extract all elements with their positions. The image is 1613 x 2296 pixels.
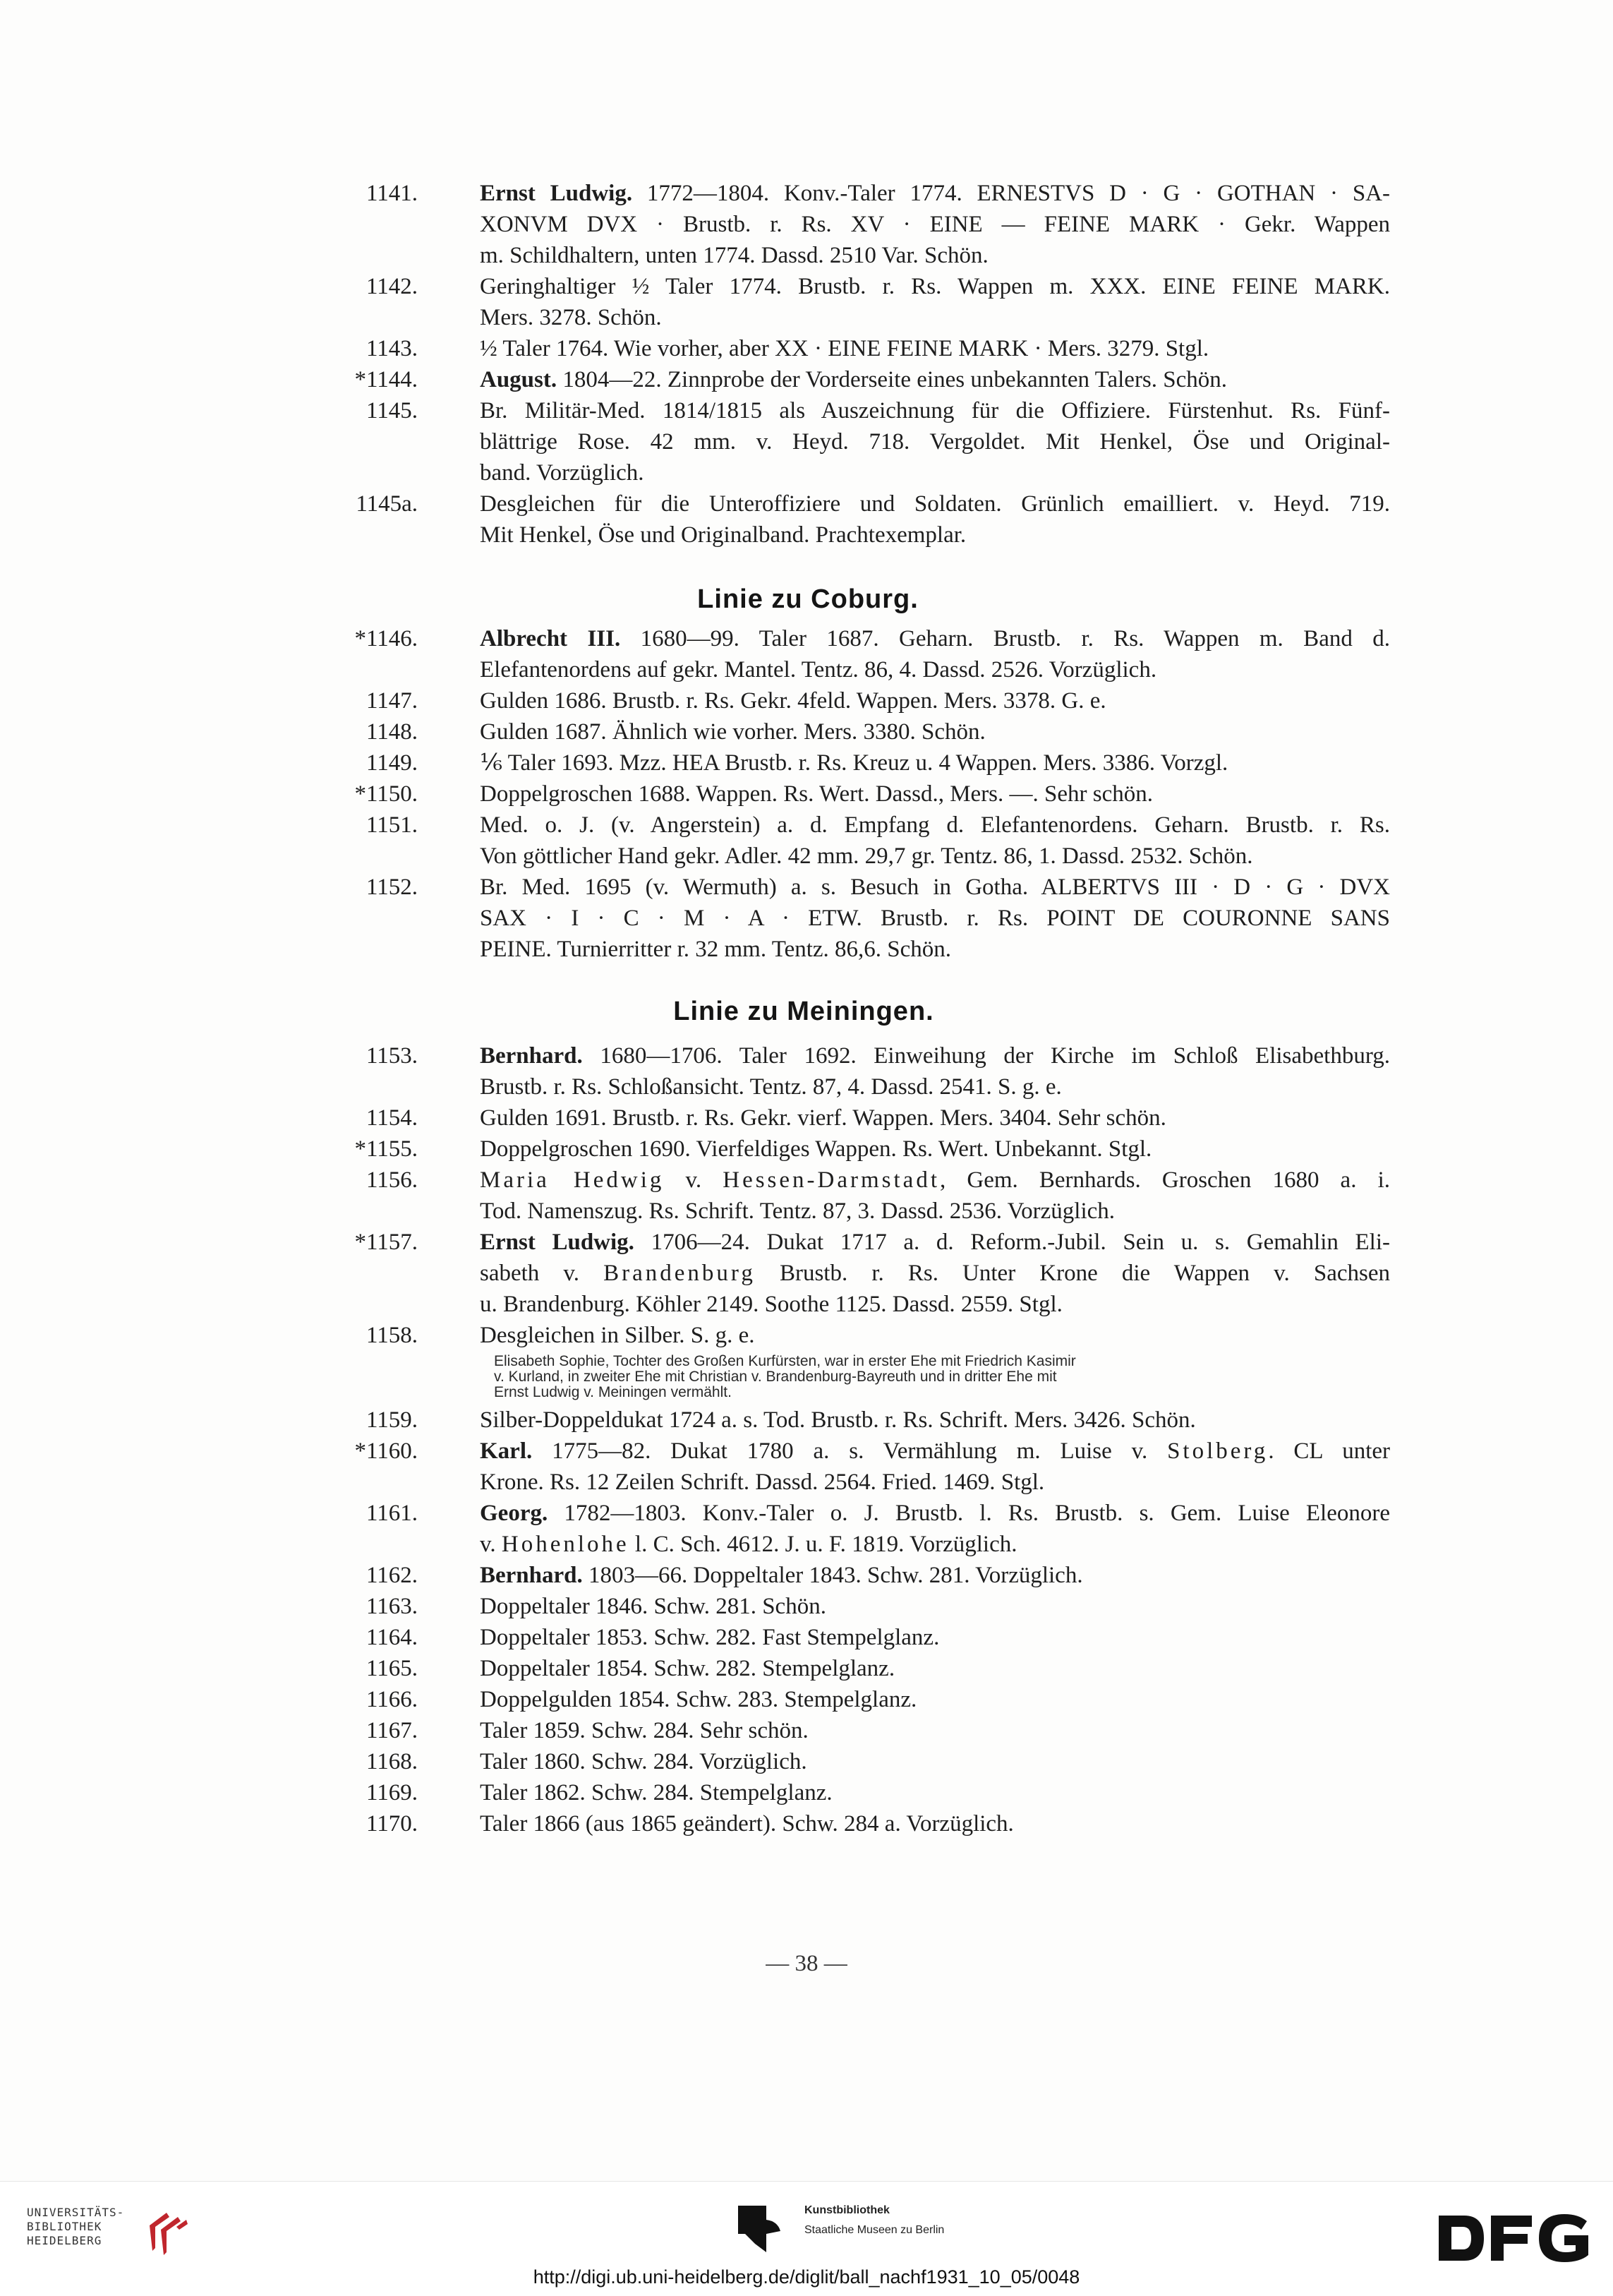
entry-number: 1165. [366, 1656, 418, 1681]
entry-line [480, 1560, 1390, 1591]
entry-text: 1775—82. Dukat 1780 a. s. Vermählung m. Luise v. [532, 1438, 1168, 1464]
entry-line [480, 779, 1390, 810]
entry-spaced-name: Stolberg [1167, 1438, 1269, 1464]
entry-text: , Gem. Bernhards. Groschen 1680 a. i. [940, 1167, 1390, 1193]
entry-line [480, 1436, 1390, 1467]
entry-text: Silber-Doppeldukat 1724 a. s. Tod. Brustb. r. Rs. Schrift. Mers. 3426. Schön. [480, 1407, 1196, 1433]
entry-number: 1147. [366, 688, 418, 714]
entry-text: 1804—22. Zinnprobe der Vorderseite eines unbekannten Talers. Schön. [557, 367, 1228, 392]
entry-spaced-name: Hessen-Darmstadt [723, 1167, 940, 1193]
entry-line [480, 841, 1390, 872]
entry-line [480, 654, 1390, 685]
entry-text: . CL unter [1268, 1438, 1390, 1464]
catalog-entry [325, 1746, 1390, 1777]
entry-line [480, 488, 1390, 519]
entry-line [480, 426, 1390, 457]
smb-eagle-icon [738, 2206, 790, 2252]
entry-number: 1158. [366, 1323, 418, 1348]
entry-text: 1772—1804. Konv.-Taler 1774. ERNESTVS D · G · GOTHAN · SA- [632, 181, 1390, 206]
entry-number: 1164. [366, 1625, 418, 1650]
entry-text: v. [664, 1167, 723, 1193]
catalog-entry [325, 395, 1390, 488]
heading-linie-coburg: Linie zu Coburg. [697, 584, 919, 614]
entry-line [480, 1498, 1390, 1529]
entry-text: Doppelgroschen 1690. Vierfeldiges Wappen. Rs. Wert. Unbekannt. Stgl. [480, 1136, 1152, 1162]
entry-line [480, 178, 1390, 209]
catalog-entry [325, 1715, 1390, 1746]
entry-text: XONVM DVX · Brustb. r. Rs. XV · EINE — FEINE MARK · Gekr. Wappen [480, 212, 1390, 237]
entry-number: 1145. [366, 398, 418, 423]
section-meiningen-entries [325, 1040, 1390, 1839]
entry-text: ⅙ Taler 1693. Mzz. HEA Brustb. r. Rs. Kreuz u. 4 Wappen. Mers. 3386. Vorzgl. [480, 750, 1228, 776]
catalog-entry [325, 1227, 1390, 1320]
catalog-entry [325, 1134, 1390, 1165]
footnote-line: Ernst Ludwig v. Meiningen vermählt. [494, 1384, 732, 1400]
catalog-entry [325, 1653, 1390, 1684]
entry-number: 1163. [366, 1594, 418, 1619]
entry-text: Gulden 1686. Brustb. r. Rs. Gekr. 4feld. Wappen. Mers. 3378. G. e. [480, 688, 1106, 714]
catalog-entry [325, 1102, 1390, 1134]
entry-line [480, 1134, 1390, 1165]
entry-line [480, 1258, 1390, 1289]
entry-text: 1680—99. Taler 1687. Geharn. Brustb. r. Rs. Wappen m. Band d. [620, 626, 1390, 651]
entry-text: Taler 1862. Schw. 284. Stempelglanz. [480, 1780, 833, 1805]
entry-number: 1167. [366, 1718, 418, 1743]
entry-text: l. C. Sch. 4612. J. u. F. 1819. Vorzüglich. [629, 1532, 1017, 1557]
entry-line [480, 519, 1390, 551]
entry-text: Doppeltaler 1853. Schw. 282. Fast Stempelglanz. [480, 1625, 940, 1650]
entry-text: SAX · I · C · M · A · ETW. Brustb. r. Rs. POINT DE COURONNE SANS [480, 906, 1390, 931]
entry-line [480, 903, 1390, 934]
entry-line [480, 1715, 1390, 1746]
entry-text: Taler 1859. Schw. 284. Sehr schön. [480, 1718, 809, 1743]
entry-number: 1162. [366, 1563, 418, 1588]
catalog-entry [325, 488, 1390, 551]
entry-line [480, 395, 1390, 426]
entry-number: *1160. [354, 1438, 418, 1464]
entry-number: 1153. [366, 1043, 418, 1069]
catalog-entry [325, 1320, 1390, 1400]
catalog-entry [325, 747, 1390, 779]
entry-text: Mers. 3278. Schön. [480, 305, 662, 330]
entry-number: *1155. [354, 1136, 418, 1162]
entry-text: Tod. Namenszug. Rs. Schrift. Tentz. 87, 3. Dassd. 2536. Vorzüglich. [480, 1198, 1116, 1224]
catalog-entry [325, 685, 1390, 716]
entry-line [480, 1320, 1390, 1351]
entry-line [480, 1289, 1390, 1320]
entry-ruler-name: Karl. [480, 1438, 533, 1464]
entry-number: 1161. [366, 1501, 418, 1526]
entry-line [480, 1591, 1390, 1622]
entry-text: Von göttlicher Hand gekr. Adler. 42 mm. 29,7 gr. Tentz. 86, 1. Dassd. 2532. Schön. [480, 843, 1253, 869]
entry-number: 1156. [366, 1167, 418, 1193]
catalog-entry [325, 623, 1390, 685]
entry-text: Krone. Rs. 12 Zeilen Schrift. Dassd. 2564. Fried. 1469. Stgl. [480, 1469, 1045, 1495]
entry-line [480, 934, 1390, 965]
entry-line [480, 1622, 1390, 1653]
page-number: — 38 — [766, 1951, 847, 1976]
entry-ruler-name: Ernst Ludwig. [480, 181, 633, 206]
entry-ruler-name: Ernst Ludwig. [480, 1230, 634, 1255]
entry-number: 1154. [366, 1105, 418, 1131]
entry-number: 1169. [366, 1780, 418, 1805]
entry-line [480, 333, 1390, 364]
catalog-entry [325, 810, 1390, 872]
entry-line [480, 1102, 1390, 1134]
entry-number: 1170. [366, 1811, 418, 1837]
entry-line [480, 1777, 1390, 1808]
entry-line [480, 271, 1390, 302]
entry-ruler-name: Albrecht III. [480, 626, 621, 651]
entry-line [480, 240, 1390, 271]
catalog-entry [325, 178, 1390, 271]
ub-heidelberg-logo[interactable] [27, 2206, 196, 2255]
dfg-logo[interactable] [1436, 2213, 1591, 2264]
entry-number: 1168. [366, 1749, 418, 1774]
entry-line [480, 1684, 1390, 1715]
entry-text: Desgleichen in Silber. S. g. e. [480, 1323, 755, 1348]
entry-spaced-name: Maria Hedwig [480, 1167, 665, 1193]
dfg-logo-icon [1436, 2213, 1591, 2264]
entry-text: PEINE. Turnierritter r. 32 mm. Tentz. 86,6. Schön. [480, 937, 952, 962]
entry-text: Taler 1866 (aus 1865 geändert). Schw. 284 a. Vorzüglich. [480, 1811, 1014, 1837]
entry-line [480, 623, 1390, 654]
entry-line [480, 747, 1390, 779]
entry-line [480, 1529, 1390, 1560]
catalog-entry [325, 779, 1390, 810]
permalink-url[interactable]: http://digi.ub.uni-heidelberg.de/diglit/ball_nachf1931_10_05/0048 [533, 2266, 1080, 2288]
entry-text: sabeth v. [480, 1261, 604, 1286]
entry-number: 1166. [366, 1687, 418, 1712]
catalog-entry [325, 1808, 1390, 1839]
entry-text: Brustb. r. Rs. Schloßansicht. Tentz. 87, 4. Dassd. 2541. S. g. e. [480, 1074, 1062, 1100]
entry-line [480, 1405, 1390, 1436]
ub-heidelberg-wordmark: UNIVERSITÄTS- BIBLIOTHEK HEIDELBERG [27, 2206, 125, 2247]
entry-text: Gulden 1691. Brustb. r. Rs. Gekr. vierf. Wappen. Mers. 3404. Sehr schön. [480, 1105, 1166, 1131]
catalog-entry [325, 1498, 1390, 1560]
entry-text: 1680—1706. Taler 1692. Einweihung der Kirche im Schloß Elisabethburg. [582, 1043, 1390, 1069]
ub-heidelberg-mark-icon [145, 2206, 191, 2255]
entry-text: u. Brandenburg. Köhler 2149. Soothe 1125. Dassd. 2559. Stgl. [480, 1292, 1063, 1317]
entry-spaced-name: Brandenburg [603, 1261, 756, 1286]
entry-line [480, 1040, 1390, 1071]
catalog-entry [325, 1560, 1390, 1591]
catalog-entry [325, 271, 1390, 333]
entry-number: 1142. [366, 274, 418, 299]
entry-number: *1150. [354, 781, 418, 807]
entry-number: 1151. [366, 812, 418, 838]
entry-text: v. [480, 1532, 502, 1557]
kunstbibliothek-name: Kunstbibliothek [804, 2204, 890, 2216]
entry-text: m. Schildhaltern, unten 1774. Dassd. 2510 Var. Schön. [480, 243, 989, 268]
entry-text: Desgleichen für die Unteroffiziere und Soldaten. Grünlich emailliert. v. Heyd. 719. [480, 491, 1390, 517]
entry-line [480, 1746, 1390, 1777]
entry-text: 1782—1803. Konv.-Taler o. J. Brustb. l. Rs. Brustb. s. Gem. Luise Eleonore [548, 1501, 1390, 1526]
entry-line [480, 810, 1390, 841]
entry-line [480, 364, 1390, 395]
entry-line [480, 1165, 1390, 1196]
viewer-footer [0, 2181, 1613, 2296]
entry-line [480, 1227, 1390, 1258]
kunstbibliothek-subtitle: Staatliche Museen zu Berlin [804, 2224, 945, 2236]
entry-text: ½ Taler 1764. Wie vorher, aber XX · EINE FEINE MARK · Mers. 3279. Stgl. [480, 336, 1209, 361]
entry-line [480, 1071, 1390, 1102]
heading-linie-meiningen: Linie zu Meiningen. [673, 997, 934, 1026]
entry-text: Br. Med. 1695 (v. Wermuth) a. s. Besuch in Gotha. ALBERTVS III · D · G · DVX [480, 874, 1390, 900]
entry-text: Doppeltaler 1846. Schw. 281. Schön. [480, 1594, 826, 1619]
entry-footnote [494, 1354, 1390, 1400]
catalog-entry [325, 1777, 1390, 1808]
entry-ruler-name: Georg. [480, 1501, 548, 1526]
catalog-entry [325, 333, 1390, 364]
entry-ruler-name: Bernhard. [480, 1043, 583, 1069]
entry-line [480, 1467, 1390, 1498]
entry-number: 1143. [366, 336, 418, 361]
entry-number: 1149. [366, 750, 418, 776]
entry-number: 1152. [366, 874, 418, 900]
entry-text: blättrige Rose. 42 mm. v. Heyd. 718. Vergoldet. Mit Henkel, Öse und Original- [480, 429, 1390, 455]
footnote-line: Elisabeth Sophie, Tochter des Großen Kurfürsten, war in erster Ehe mit Friedrich Kasimir [494, 1353, 1076, 1369]
entry-line [480, 457, 1390, 488]
entry-text: Doppelgulden 1854. Schw. 283. Stempelglanz. [480, 1687, 917, 1712]
catalog-entry [325, 1165, 1390, 1227]
kunstbibliothek-logo[interactable] [738, 2201, 1006, 2258]
entry-text: Gulden 1687. Ähnlich wie vorher. Mers. 3380. Schön. [480, 719, 986, 745]
catalog-entry [325, 1436, 1390, 1498]
entry-text: Mit Henkel, Öse und Originalband. Prachtexemplar. [480, 522, 967, 548]
entry-text: band. Vorzüglich. [480, 460, 644, 486]
entry-number: *1146. [354, 626, 418, 651]
entry-line [480, 209, 1390, 240]
entry-spaced-name: Hohenlohe [501, 1532, 629, 1557]
section-coburg-entries [325, 623, 1390, 965]
entry-text: Taler 1860. Schw. 284. Vorzüglich. [480, 1749, 807, 1774]
section-gotha-entries [325, 178, 1390, 551]
catalog-entry [325, 1405, 1390, 1436]
catalog-entry [325, 364, 1390, 395]
entry-line [480, 872, 1390, 903]
entry-line [480, 716, 1390, 747]
entry-text: Brustb. r. Rs. Unter Krone die Wappen v. Sachsen [755, 1261, 1390, 1286]
entry-line [480, 1653, 1390, 1684]
catalog-entry [325, 1684, 1390, 1715]
entry-ruler-name: Bernhard. [480, 1563, 583, 1588]
entry-number: 1141. [366, 181, 418, 206]
entry-number: 1145a. [356, 491, 418, 517]
entry-text: Geringhaltiger ½ Taler 1774. Brustb. r. Rs. Wappen m. XXX. EINE FEINE MARK. [480, 274, 1390, 299]
entry-number: 1159. [366, 1407, 418, 1433]
entry-text: Doppeltaler 1854. Schw. 282. Stempelglanz. [480, 1656, 895, 1681]
entry-text: 1803—66. Doppeltaler 1843. Schw. 281. Vorzüglich. [582, 1563, 1083, 1588]
entry-ruler-name: August. [480, 367, 557, 392]
entry-number: *1157. [354, 1230, 418, 1255]
entry-line [480, 1808, 1390, 1839]
entry-text: 1706—24. Dukat 1717 a. d. Reform.-Jubil. Sein u. s. Gemahlin Eli- [634, 1230, 1390, 1255]
entry-line [480, 685, 1390, 716]
entry-text: Med. o. J. (v. Angerstein) a. d. Empfang d. Elefantenordens. Geharn. Brustb. r. Rs. [480, 812, 1390, 838]
entry-line [480, 302, 1390, 333]
entry-number: *1144. [354, 367, 418, 392]
catalog-entry [325, 1622, 1390, 1653]
footnote-line: v. Kurland, in zweiter Ehe mit Christian v. Brandenburg-Bayreuth und in dritter Ehe mit [494, 1369, 1057, 1385]
entry-number: 1148. [366, 719, 418, 745]
catalog-entry [325, 872, 1390, 965]
entry-text: Doppelgroschen 1688. Wappen. Rs. Wert. Dassd., Mers. —. Sehr schön. [480, 781, 1154, 807]
catalog-entry [325, 716, 1390, 747]
catalog-entry [325, 1040, 1390, 1102]
entry-text: Elefantenordens auf gekr. Mantel. Tentz. 86, 4. Dassd. 2526. Vorzüglich. [480, 657, 1157, 683]
entry-text: Br. Militär-Med. 1814/1815 als Auszeichnung für die Offiziere. Fürstenhut. Rs. Fünf- [480, 398, 1390, 423]
catalog-entry [325, 1591, 1390, 1622]
entry-line [480, 1196, 1390, 1227]
